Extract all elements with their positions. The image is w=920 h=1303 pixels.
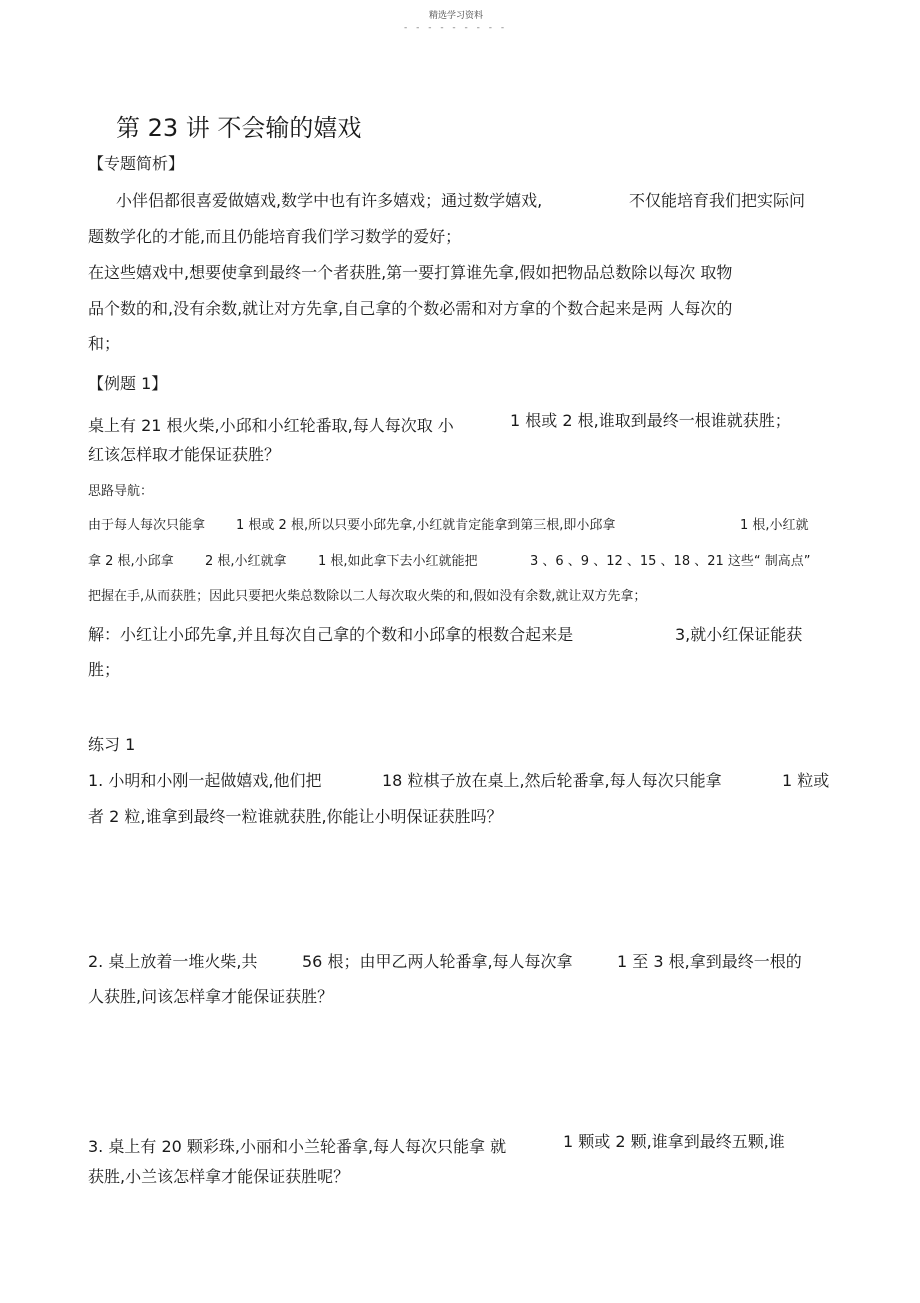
- guide-line2-a: 拿 2 根,小邱拿: [88, 554, 174, 569]
- practice-heading: 练习 1: [88, 735, 136, 754]
- practice-q3-c: 获胜,小兰该怎样拿才能保证获胜呢？: [88, 1167, 350, 1186]
- intro-p1-b: 不仅能培育我们把实际问: [629, 191, 806, 210]
- guide-line2-b: 2 根,小红就拿: [205, 554, 287, 569]
- example1-question-b: 1 根或 2 根,谁取到最终一根谁就获胜；: [510, 411, 791, 430]
- answer-c: 胜；: [88, 660, 121, 679]
- intro-p1-c: 题数学化的才能,而且仍能培育我们学习数学的爱好；: [88, 227, 462, 246]
- guide-label: 思路导航：: [88, 484, 154, 499]
- page-header-label: 精选学习资料: [429, 11, 484, 21]
- practice-q2-d: 人获胜,问该怎样拿才能保证获胜？: [88, 987, 334, 1006]
- intro-heading: 【专题简析】: [88, 154, 185, 173]
- example1-question-a: 桌上有 21 根火柴,小邱和小红轮番取,每人每次取 小: [88, 416, 454, 435]
- intro-p2-b: 品个数的和,没有余数,就让对方先拿,自己拿的个数必需和对方拿的个数合起来是两 人每次的: [88, 299, 733, 318]
- example1-heading: 【例题 1】: [88, 374, 168, 393]
- guide-line1-a: 由于每人每次只能拿: [88, 518, 206, 533]
- practice-q2-b: 56 根；由甲乙两人轮番拿,每人每次拿: [302, 952, 573, 971]
- practice-q1-a: 1. 小明和小刚一起做嬉戏,他们把: [88, 771, 322, 790]
- practice-q1-d: 者 2 粒,谁拿到最终一粒谁就获胜,你能让小明保证获胜吗？: [88, 807, 503, 826]
- practice-q1-c: 1 粒或: [782, 771, 830, 790]
- guide-line3: 把握在手,从而获胜；因此只要把火柴总数除以二人每次取火柴的和,假如没有余数,就让双方先拿；: [88, 589, 647, 604]
- guide-line1-c: 1 根,小红就: [740, 518, 809, 533]
- practice-q3-b: 1 颗或 2 颗,谁拿到最终五颗,谁: [563, 1132, 785, 1151]
- answer-a: 解：小红让小邱先拿,并且每次自己拿的个数和小邱拿的根数合起来是: [88, 625, 574, 644]
- practice-q3-a: 3. 桌上有 20 颗彩珠,小丽和小兰轮番拿,每人每次只能拿 就: [88, 1137, 507, 1156]
- practice-q1-b: 18 粒棋子放在桌上,然后轮番拿,每人每次只能拿: [382, 771, 722, 790]
- example1-question-c: 红该怎样取才能保证获胜？: [88, 445, 281, 464]
- practice-q2-c: 1 至 3 根,拿到最终一根的: [617, 952, 802, 971]
- header-dashes: - - - - - - - - -: [404, 23, 508, 33]
- guide-line1-b: 1 根或 2 根,所以只要小邱先拿,小红就肯定能拿到第三根,即小邱拿: [236, 518, 616, 533]
- guide-line2-d: 3 、6 、9 、12 、15 、18 、21 这些“ 制高点”: [530, 554, 811, 569]
- answer-b: 3,就小红保证能获: [675, 625, 803, 644]
- intro-p2-c: 和；: [88, 334, 121, 353]
- practice-q2-a: 2. 桌上放着一堆火柴,共: [88, 952, 258, 971]
- guide-line2-c: 1 根,如此拿下去小红就能把: [318, 554, 478, 569]
- intro-p2-a: 在这些嬉戏中,想要使拿到最终一个者获胜,第一要打算谁先拿,假如把物品总数除以每次 取物: [88, 263, 733, 282]
- intro-p1-a: 小伴侣都很喜爱做嬉戏,数学中也有许多嬉戏；通过数学嬉戏,: [116, 191, 543, 210]
- lesson-title: 第 23 讲 不会输的嬉戏: [116, 114, 362, 142]
